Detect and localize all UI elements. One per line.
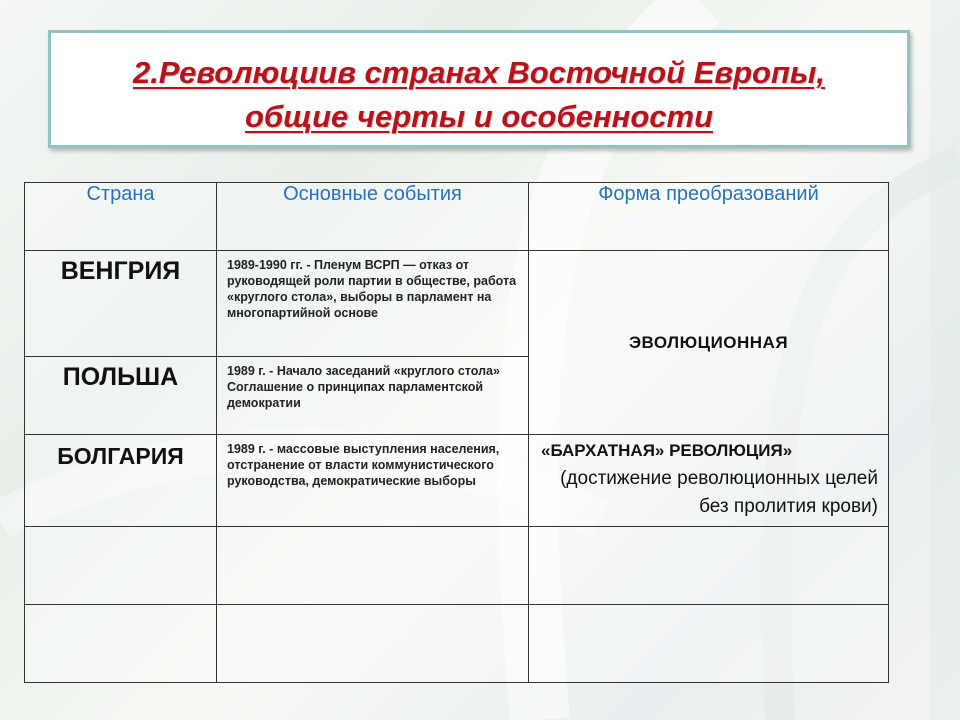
table-header-row — [25, 183, 889, 251]
header-form: Форма преобразований — [529, 183, 889, 251]
table-row — [25, 251, 889, 357]
empty-cell — [529, 605, 889, 683]
header-events: Основные события — [217, 183, 529, 251]
country-bulgaria: БОЛГАРИЯ — [25, 435, 217, 527]
empty-cell — [529, 527, 889, 605]
empty-cell — [217, 527, 529, 605]
table-row-empty — [25, 605, 889, 683]
country-poland: ПОЛЬША — [25, 357, 217, 435]
empty-cell — [25, 605, 217, 683]
events-hungary: 1989-1990 гг. - Пленум ВСРП — отказ от руководящей роли партии в обществе, работа «круглого стола», выборы в парламент на многопартийной основе — [217, 251, 529, 357]
header-country: Страна — [25, 183, 217, 251]
slide-title-line-1: 2.Революциив странах Восточной Европы, — [132, 55, 826, 90]
events-poland: 1989 г. - Начало заседаний «круглого стола» Соглашение о принципах парламентской демократии — [217, 357, 529, 435]
empty-cell — [25, 527, 217, 605]
form-evolutionary: ЭВОЛЮЦИОННАЯ — [529, 251, 889, 435]
slide-title-line-2: общие черты и особенности — [244, 99, 714, 134]
title-box — [48, 30, 910, 148]
velvet-revolution-title: «БАРХАТНАЯ» РЕВОЛЮЦИЯ» — [541, 441, 793, 460]
table-row-empty — [25, 527, 889, 605]
revolutions-table — [24, 182, 889, 683]
velvet-revolution-description: (достижение революционных целей без пролития крови) — [560, 468, 878, 517]
empty-cell — [217, 605, 529, 683]
events-bulgaria: 1989 г. - массовые выступления населения, отстранение от власти коммунистического руководства, демократические выборы — [217, 435, 529, 527]
country-hungary: ВЕНГРИЯ — [25, 251, 217, 357]
table-row — [25, 435, 889, 527]
form-velvet — [529, 435, 889, 527]
